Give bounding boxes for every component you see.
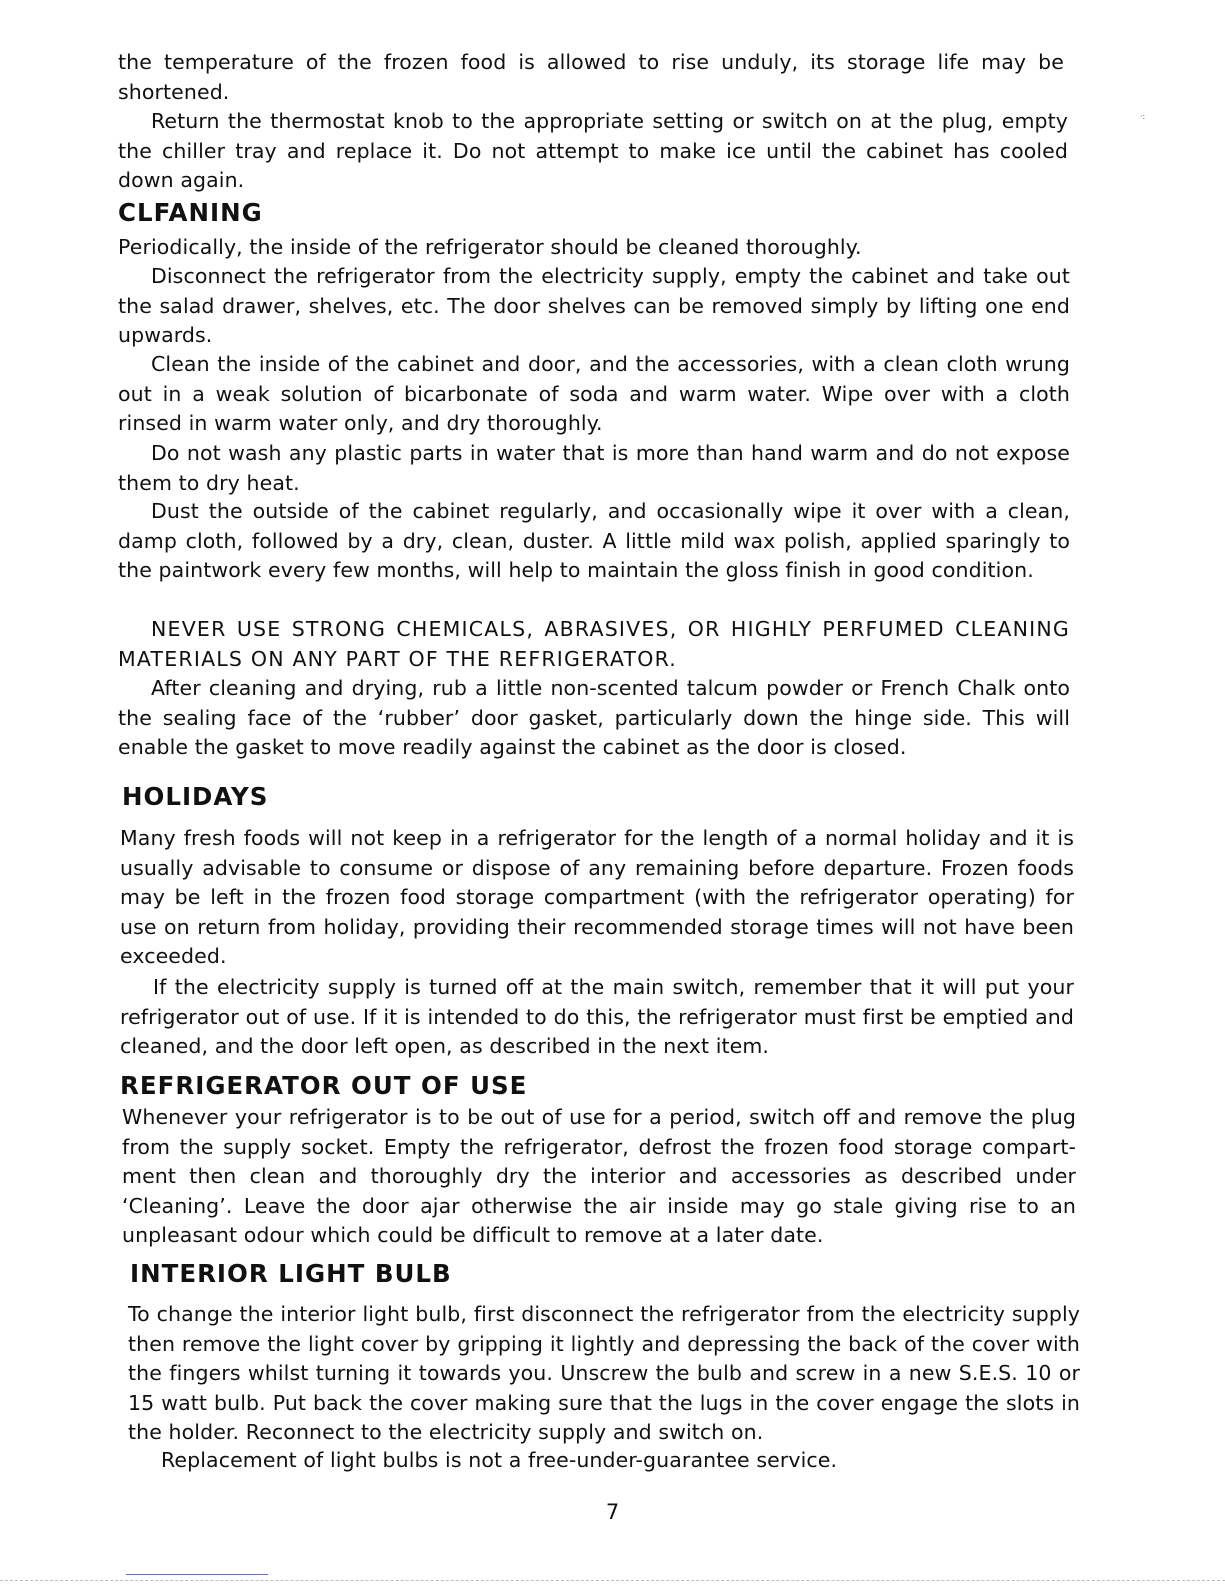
- bottom-rule: [126, 1574, 268, 1575]
- cleaning-paragraph-6: After cleaning and drying, rub a little non-scented talcum powder or French Chalk onto the sealing face of the ‘rubber’ door gasket, particularly down the hinge side. This will enable the gasket to move readily against the cabinet as the door is closed.: [118, 676, 1070, 760]
- holidays-paragraph-1: Many fresh foods will not keep in a refrigerator for the length of a normal holiday and it is usually advisable to consume or dispose of any remaining before departure. Frozen foods may be left in the frozen food storage compartment (with the refrigerator operating) for use on return from holiday, providing their recommended storage times will not have been exceeded.: [120, 826, 1074, 969]
- light-bulb-paragraph-1: To change the interior light bulb, first disconnect the refrigerator from the electricity supply then remove the light cover by gripping it lightly and depressing the back of the cover with the fingers whilst turning it towards you. Unscrew the bulb and screw in a new S.E.S. 10 or 15 watt bulb. Put back the cover making sure that the lugs in the cover engage the slots in the holder. Reconnect to the electricity supply and switch on.: [128, 1302, 1080, 1445]
- bottom-dashed-rule: [0, 1580, 1225, 1581]
- page-number: 7: [605, 1500, 620, 1524]
- intro-paragraph-2: Return the thermostat knob to the appropriate setting or switch on at the plug, empty the chiller tray and replace it. Do not attempt to make ice until the cabinet has cooled down again.: [118, 109, 1068, 193]
- cleaning-paragraph-5: Dust the outside of the cabinet regularly, and occasionally wipe it over with a clean, damp cloth, followed by a dry, clean, duster. A little mild wax polish, applied sparingly to the paintwork every few months, will help to maintain the gloss finish in good condition.: [118, 499, 1070, 583]
- out-of-use-heading: REFRIGERATOR OUT OF USE: [120, 1071, 528, 1100]
- intro-paragraph-1: the temperature of the frozen food is allowed to rise unduly, its storage life may be shortened.: [118, 50, 1064, 104]
- cleaning-paragraph-1: Periodically, the inside of the refrigerator should be cleaned thoroughly.: [118, 235, 862, 259]
- light-bulb-paragraph-2: Replacement of light bulbs is not a free-under-guarantee service.: [161, 1448, 838, 1472]
- holidays-paragraph-2: If the electricity supply is turned off at the main switch, remember that it will put your refrigerator out of use. If it is intended to do this, the refrigerator must first be emptied and cleaned, and the door left open, as described in the next item.: [120, 975, 1074, 1059]
- cleaning-paragraph-3: Clean the inside of the cabinet and door, and the accessories, with a clean cloth wrung out in a weak solution of bicarbonate of soda and warm water. Wipe over with a cloth rinsed in warm water only, and dry thoroughly.: [118, 352, 1070, 436]
- out-of-use-paragraph-1: Whenever your refrigerator is to be out of use for a period, switch off and remove the plug from the supply socket. Empty the refrigerator, defrost the frozen food storage compart- ment then clean and thoroughly dry the interior and accessories as described under ‘Cleaning’. Leave the door ajar otherwise the air inside may go stale giving rise to an unpleasant odour which could be difficult to remove at a later date.: [122, 1105, 1076, 1248]
- holidays-heading: HOLIDAYS: [122, 782, 269, 811]
- cleaning-heading: CLFANING: [118, 198, 263, 227]
- cleaning-warning: NEVER USE STRONG CHEMICALS, ABRASIVES, OR HIGHLY PERFUMED CLEANING MATERIALS ON ANY PART OF THE REFRIGERATOR.: [118, 617, 1070, 671]
- cleaning-paragraph-2: Disconnect the refrigerator from the electricity supply, empty the cabinet and take out the salad drawer, shelves, etc. The door shelves can be removed simply by lifting one end upwards.: [118, 264, 1070, 348]
- cleaning-paragraph-4: Do not wash any plastic parts in water that is more than hand warm and do not expose them to dry heat.: [118, 441, 1070, 495]
- light-bulb-heading: INTERIOR LIGHT BULB: [130, 1259, 452, 1288]
- scan-mark: ·:: [1140, 112, 1146, 121]
